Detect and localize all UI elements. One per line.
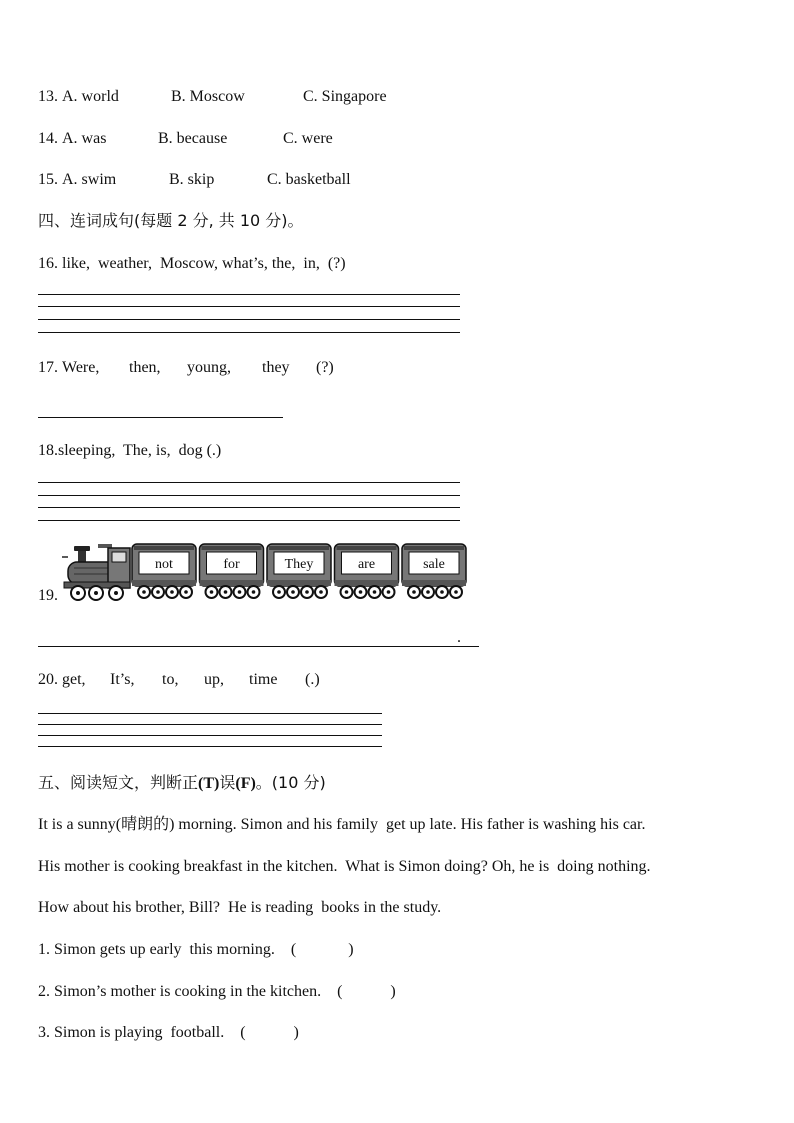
q17-answer-line (38, 417, 283, 418)
q20-number: 20. (38, 671, 58, 688)
q15-option-b: B. skip (169, 171, 215, 188)
q16-answer-line-3 (38, 319, 460, 320)
q19-end-mark: . (457, 629, 461, 646)
q13-option-a: A. world (62, 88, 119, 105)
q14-option-b: B. because (158, 130, 228, 147)
locomotive (62, 544, 130, 600)
section-5-heading-prefix: 五、阅读短文，判断正 (38, 773, 199, 792)
train-car-word-3: They (284, 557, 314, 572)
passage-line-2: His mother is cooking breakfast in the kitchen. What is Simon doing? Oh, he is doing nothing. (38, 858, 651, 875)
train-car-1 (132, 544, 196, 598)
train-car-2 (200, 544, 264, 598)
train-car-word-4: are (357, 557, 376, 572)
q13-option-c: C. Singapore (303, 88, 387, 105)
q17-word-3: young, (187, 359, 231, 376)
section-5-heading (38, 773, 326, 794)
q20-word-6: (.) (305, 671, 320, 688)
q16-answer-line-1 (38, 294, 460, 295)
section-4-heading: 四、连词成句(每题 2 分, 共 10 分)。 (38, 211, 304, 230)
q15-option-a: A. swim (62, 171, 117, 188)
q14-number: 14. (38, 130, 58, 147)
train-car-4 (335, 544, 399, 598)
q18-answer-line-3 (38, 507, 460, 508)
q20-word-4: up, (204, 671, 224, 688)
q18-prompt: 18.sleeping, The, is, dog (.) (38, 442, 222, 459)
train-car-word-1: not (155, 557, 173, 572)
section-5-heading-mid: 误 (219, 773, 236, 792)
q19-answer-line (38, 646, 479, 647)
q20-word-5: time (249, 671, 278, 688)
q15-number: 15. (38, 171, 58, 188)
q20-word-3: to, (162, 671, 179, 688)
q17-word-1: Were, (62, 359, 100, 376)
q15-option-c: C. basketball (267, 171, 351, 188)
q17-number: 17. (38, 359, 58, 376)
q18-answer-line-2 (38, 495, 460, 496)
q14-option-c: C. were (283, 130, 333, 147)
q20-answer-line-3 (38, 735, 382, 736)
q20-answer-line-1 (38, 713, 382, 714)
q17-word-4: they (262, 359, 290, 376)
q20-answer-line-2 (38, 724, 382, 725)
train-car-word-5: sale (423, 557, 445, 572)
train-car-5 (402, 544, 466, 598)
q20-answer-line-4 (38, 746, 382, 747)
section-5-heading-t: (T) (198, 775, 220, 792)
q16-answer-line-2 (38, 306, 460, 307)
q17-word-5: (?) (316, 359, 334, 376)
train-car-word-2: for (223, 557, 240, 572)
q17-word-2: then, (129, 359, 161, 376)
q18-answer-line-4 (38, 520, 460, 521)
q16-prompt: 16. like, weather, Moscow, what’s, the, in, (?) (38, 255, 346, 272)
q13-option-b: B. Moscow (171, 88, 245, 105)
statement-1: 1. Simon gets up early this morning. ( ) (38, 941, 354, 958)
q20-word-2: It’s, (110, 671, 135, 688)
q14-option-a: A. was (62, 130, 107, 147)
q19-number: 19. (38, 587, 58, 604)
q18-answer-line-1 (38, 482, 460, 483)
section-5-heading-suffix: 。(10 分) (255, 773, 326, 792)
train-car-3 (267, 544, 331, 598)
train-illustration (60, 540, 472, 604)
q20-word-1: get, (62, 671, 86, 688)
passage-line-1: It is a sunny(晴朗的) morning. Simon and his family get up late. His father is washing his car. (38, 816, 646, 833)
q13-number: 13. (38, 88, 58, 105)
statement-3: 3. Simon is playing football. ( ) (38, 1024, 299, 1041)
passage-line-3: How about his brother, Bill? He is reading books in the study. (38, 899, 442, 916)
statement-2: 2. Simon’s mother is cooking in the kitchen. ( ) (38, 983, 396, 1000)
q16-answer-line-4 (38, 332, 460, 333)
section-5-heading-f: (F) (235, 775, 256, 792)
